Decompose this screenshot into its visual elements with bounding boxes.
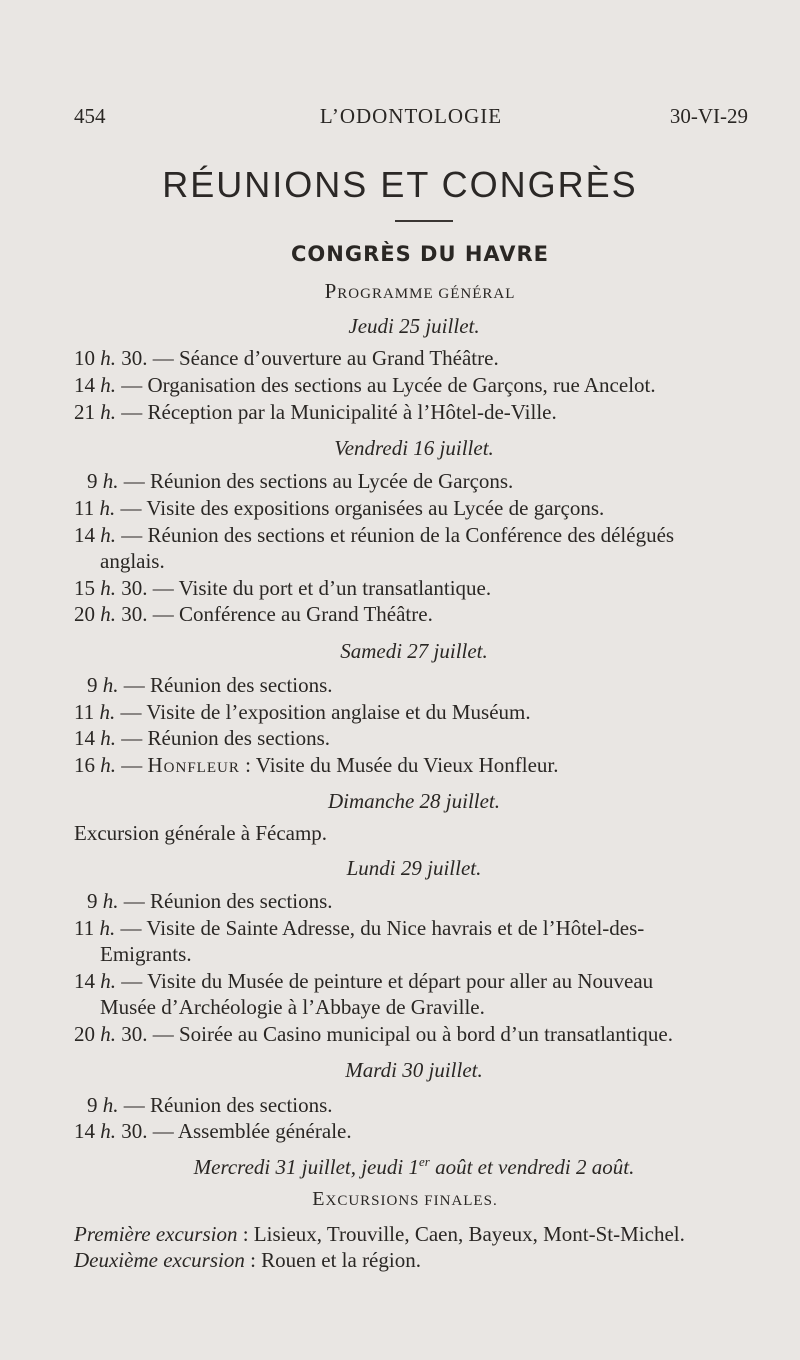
item-unit: h.	[100, 373, 116, 397]
schedule-item	[74, 523, 674, 548]
excursion-text: : Lisieux, Trouville, Caen, Bayeux, Mont-St-Michel.	[237, 1222, 685, 1246]
item-unit: h.	[100, 576, 116, 600]
schedule-item	[74, 602, 433, 627]
item-text: — Visite du Musée de peinture et départ pour aller au Nouveau	[116, 969, 654, 993]
item-time: 9	[87, 469, 98, 493]
schedule-item	[87, 889, 333, 914]
page-number: 454	[74, 104, 106, 128]
item-unit: h.	[99, 916, 116, 940]
page-title: RÉUNIONS ET CONGRÈS	[162, 164, 638, 205]
excursion-text: : Rouen et la région.	[244, 1248, 421, 1272]
item-text: — Réunion des sections et réunion de la Conférence des délégués	[116, 523, 675, 547]
item-unit: h.	[100, 523, 116, 547]
day-heading: Mardi 30 juillet.	[345, 1058, 483, 1082]
final-days-b: août et vendredi 2 août.	[429, 1155, 635, 1179]
item-time: 9	[87, 1093, 98, 1117]
excursion-item	[74, 1248, 421, 1273]
item-text: — Réunion des sections au Lycée de Garçons.	[118, 469, 514, 493]
day-text: Excursion générale à Fécamp.	[74, 821, 328, 845]
schedule-item	[74, 1022, 673, 1047]
item-time: 21	[74, 400, 95, 424]
schedule-item	[74, 969, 653, 994]
item-time: 9	[87, 889, 98, 913]
item-text: — Visite des expositions organisées au Lycée de garçons.	[115, 496, 605, 520]
item-unit: h.	[99, 700, 116, 724]
item-text: — Réception par la Municipalité à l’Hôtel-de-Ville.	[116, 400, 557, 424]
final-days-a: Mercredi 31 juillet, jeudi 1	[193, 1155, 419, 1179]
item-unit: h.	[100, 1022, 116, 1046]
item-time: 11	[74, 700, 95, 724]
excursion-label: Première excursion	[74, 1222, 238, 1246]
item-text: : Visite du Musée du Vieux Honfleur.	[239, 753, 559, 777]
day-heading: Samedi 27 juillet.	[340, 639, 488, 663]
item-text: — Visite de Sainte Adresse, du Nice havrais et de l’Hôtel-des-	[115, 916, 645, 940]
item-time: 14	[74, 1119, 95, 1143]
item-unit: h.	[102, 673, 119, 697]
item-unit: h.	[100, 602, 116, 626]
item-unit: h.	[99, 496, 116, 520]
item-unit: h.	[102, 1093, 119, 1117]
issue-date: 30-VI-29	[669, 104, 748, 128]
item-time: 16	[74, 753, 95, 777]
schedule-item	[87, 469, 513, 494]
item-time: 20	[74, 1022, 95, 1046]
item-time: 9	[87, 673, 98, 697]
section-heading: CONGRÈS DU HAVRE	[291, 242, 549, 266]
item-time: 14	[74, 969, 95, 993]
schedule-item	[74, 1119, 352, 1144]
day-heading: Jeudi 25 juillet.	[348, 314, 480, 338]
item-time: 14	[74, 523, 95, 547]
programme-rest: ROGRAMME GÉNÉRAL	[337, 286, 516, 302]
day-heading: Vendredi 16 juillet.	[334, 436, 494, 460]
day-heading: Dimanche 28 juillet.	[327, 789, 501, 813]
item-unit: h.	[100, 1119, 116, 1143]
schedule-item	[87, 673, 333, 698]
item-text: 30. — Visite du port et d’un transatlantique.	[116, 576, 492, 600]
item-text: — Organisation des sections au Lycée de Garçons, rue Ancelot.	[116, 373, 656, 397]
item-text: 30. — Soirée au Casino municipal ou à bord d’un transatlantique.	[116, 1022, 673, 1046]
day-heading	[0, 1154, 800, 1180]
item-unit: h.	[100, 753, 116, 777]
schedule-item	[74, 576, 491, 601]
finales-heading	[0, 1188, 800, 1211]
day-heading: Lundi 29 juillet.	[346, 856, 482, 880]
schedule-item	[74, 400, 557, 425]
item-time: 11	[74, 496, 95, 520]
schedule-item	[74, 346, 499, 371]
schedule-item	[74, 726, 330, 751]
item-unit: h.	[100, 346, 116, 370]
item-unit: h.	[102, 889, 119, 913]
schedule-item	[74, 700, 531, 725]
excursion-label: Deuxième excursion	[74, 1248, 245, 1272]
item-text: — Réunion des sections.	[118, 889, 333, 913]
programme-heading	[0, 279, 800, 304]
item-text: 30. — Séance d’ouverture au Grand Théâtre.	[116, 346, 499, 370]
item-dash: —	[116, 753, 148, 777]
item-text: — Réunion des sections.	[118, 673, 333, 697]
running-head	[74, 104, 748, 134]
excursion-item	[74, 1222, 685, 1247]
item-continuation: Emigrants.	[100, 942, 192, 966]
item-time: 11	[74, 916, 95, 940]
item-text: — Visite de l’exposition anglaise et du Muséum.	[115, 700, 531, 724]
schedule-item	[74, 753, 559, 778]
item-continuation: Musée d’Archéologie à l’Abbaye de Graville.	[100, 995, 485, 1019]
title-rule	[395, 220, 453, 222]
item-time: 14	[74, 726, 95, 750]
item-text: 30. — Conférence au Grand Théâtre.	[116, 602, 433, 626]
item-time: 20	[74, 602, 95, 626]
item-unit: h.	[100, 400, 116, 424]
item-time: 14	[74, 373, 95, 397]
journal-name: L’ODONTOLOGIE	[319, 104, 503, 128]
schedule-item	[74, 496, 604, 521]
item-unit: h.	[100, 969, 116, 993]
item-text: 30. — Assemblée générale.	[116, 1119, 352, 1143]
finales-initial: E	[312, 1188, 326, 1210]
programme-initial: P	[324, 279, 338, 303]
schedule-item	[87, 1093, 333, 1118]
item-text: — Réunion des sections.	[118, 1093, 333, 1117]
finales-rest: XCURSIONS FINALES.	[325, 1193, 498, 1209]
item-unit: h.	[100, 726, 116, 750]
final-days-sup: er	[418, 1154, 430, 1169]
schedule-item	[74, 373, 656, 398]
item-continuation: anglais.	[100, 549, 165, 573]
item-place: Honfleur	[147, 753, 240, 777]
item-time: 15	[74, 576, 95, 600]
item-unit: h.	[102, 469, 119, 493]
schedule-item	[74, 916, 644, 941]
item-text: — Réunion des sections.	[116, 726, 331, 750]
item-time: 10	[74, 346, 95, 370]
